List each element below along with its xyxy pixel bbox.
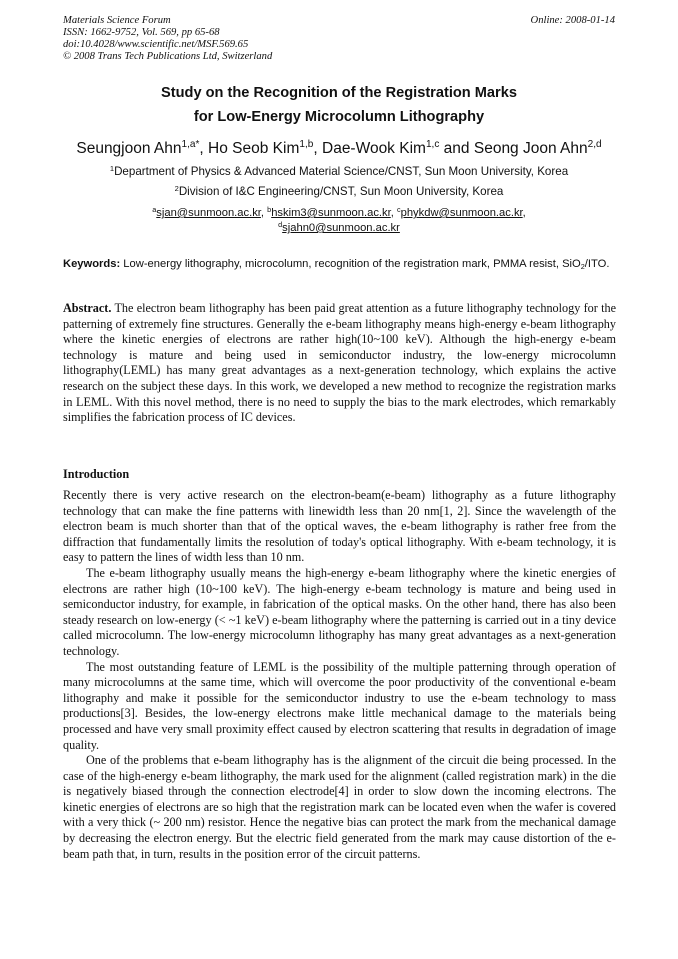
paragraph: One of the problems that e-beam lithography has is the alignment of the circuit die being processed. In the case of the high-energy e-beam lithography, the mark used for the alignment (called registration mark) in the die is negatively biased through the connection electrode[4] in order to slow down the incoming electrons. The kinetic energies of electrons are so high that the registration mark can be located even when the wafer is covered with a very thick (~ 200 nm) resistor. Hence the negative bias can protect the mark from the mechanical damage by decreasing the electron energy. But the electric field generated from the mark may cause distortion of the e-beam path that, in turn, results in the position error of the circuit patterns. bbox=[63, 753, 616, 861]
email-mark: d bbox=[278, 220, 283, 229]
introduction-body bbox=[63, 488, 616, 862]
keywords bbox=[63, 257, 616, 272]
author-name: Seong Joon Ahn bbox=[473, 140, 588, 157]
paragraph: The e-beam lithography usually means the high-energy e-beam lithography where the kinetic energies of electrons are rather high (10~100 keV). The high-energy e-beam technology is mature and being used in semiconductor industry, for example, in fabrication of the optical masks. On the other hand, there has also been steady research on low-energy (< ~1 keV) e-beam lithography where the patterning is carried out in a tiny device called microcolumn. The low-energy microcolumn lithography has many great advantages as a next-generation technology. bbox=[63, 565, 616, 658]
keywords-tail: /ITO. bbox=[584, 258, 610, 270]
author-separator: , bbox=[199, 140, 209, 157]
abstract bbox=[63, 301, 616, 426]
email-separator: , bbox=[390, 207, 397, 219]
affiliation-mark: 1 bbox=[109, 164, 115, 173]
email-link-d[interactable]: sjahn0@sunmoon.ac.kr bbox=[282, 222, 400, 234]
author-affiliation-mark: 1,a* bbox=[181, 139, 200, 150]
affiliation-1 bbox=[40, 164, 638, 180]
journal-copyright: © 2008 Trans Tech Publications Ltd, Switzerland bbox=[63, 51, 273, 62]
author-separator: , bbox=[313, 140, 322, 157]
introduction-heading: Introduction bbox=[63, 467, 130, 481]
affiliation-text: Division of I&C Engineering/CNST, Sun Moon University, Korea bbox=[178, 185, 504, 198]
title-line-2: for Low-Energy Microcolumn Lithography bbox=[193, 109, 485, 125]
author-list bbox=[40, 139, 638, 159]
keywords-subscript: 2 bbox=[580, 262, 585, 271]
paragraph: Recently there is very active research on the electron-beam(e-beam) lithography as a future lithography technology that can make the fine patterns with linewidth less than 20 nm[1, 2]. Since the wavelength of the electron beam is much shorter than that of the optical waves, the e-beam lithography is rather free from the diffraction that fundamentally limits the resolution of today's optical lithography. With e-beam technology, it is easy to pattern the lines of width less than 10 nm. bbox=[63, 488, 616, 565]
author-affiliation-mark: 1,b bbox=[299, 139, 314, 150]
author-separator: and bbox=[439, 140, 474, 157]
email-link-c[interactable]: phykdw@sunmoon.ac.kr bbox=[400, 207, 523, 219]
journal-name: Materials Science Forum bbox=[63, 15, 171, 26]
keywords-label: Keywords: bbox=[63, 258, 121, 270]
author-affiliation-mark: 1,c bbox=[425, 139, 440, 150]
author-name: Dae-Wook Kim bbox=[322, 140, 426, 157]
affiliation-2 bbox=[40, 184, 638, 200]
email-separator: , bbox=[522, 207, 526, 219]
abstract-label: Abstract. bbox=[63, 301, 112, 315]
title-line-1: Study on the Recognition of the Registration Marks bbox=[161, 85, 517, 101]
journal-header bbox=[63, 15, 615, 63]
paragraph: The most outstanding feature of LEML is the possibility of the multiple patterning through operation of many microcolumns at the same time, which will overcome the poor productivity of the conventional e-beam lithography and make it possible for the semiconductor industry to use the e-beam technology to mass productions[3]. Besides, the low-energy electrons make little mechanical damage to the materials being processed and have very small proximity effect caused by electron scattering that results in degradation of image quality. bbox=[63, 659, 616, 752]
author-affiliation-mark: 2,d bbox=[587, 139, 602, 150]
affiliation-text: Department of Physics & Advanced Material Science/CNST, Sun Moon University, Korea bbox=[114, 165, 569, 178]
abstract-text: The electron beam lithography has been paid great attention as a future lithography technology for the patterning of extremely fine structures. Generally the e-beam lithography means high-energy e-beam lithography where the kinetic energies of electrons are rather high(10~100 keV). Although the high-energy e-beam technology is mature and being used in semiconductor industry, the low-energy microcolumn lithography(LEML) has many great advantages as a next-generation technology, which explains the active research on the subject these days. In this work, we developed a new method to recognize the registration marks in LEML. With this novel method, there is no need to supply the bias to the mark electrodes, which remarkably simplifies the fabrication process of IC devices. bbox=[63, 301, 616, 425]
email-mark: c bbox=[396, 205, 401, 214]
email-separator: , bbox=[260, 207, 268, 219]
journal-issn: ISSN: 1662-9752, Vol. 569, pp 65-68 bbox=[63, 27, 220, 38]
author-emails bbox=[63, 206, 615, 236]
email-link-b[interactable]: hskim3@sunmoon.ac.kr bbox=[271, 207, 391, 219]
email-link-a[interactable]: sjan@sunmoon.ac.kr bbox=[156, 207, 261, 219]
author-name: Seungjoon Ahn bbox=[76, 140, 182, 157]
keywords-text: Low-energy lithography, microcolumn, recognition of the registration mark, PMMA resist, SiO bbox=[120, 258, 581, 270]
email-line-2 bbox=[63, 221, 615, 236]
email-line-1 bbox=[63, 206, 615, 221]
email-mark: b bbox=[267, 205, 272, 214]
paper-title bbox=[63, 81, 615, 129]
email-mark: a bbox=[152, 205, 157, 214]
affiliation-mark: 2 bbox=[174, 184, 179, 193]
journal-doi: doi:10.4028/www.scientific.net/MSF.569.65 bbox=[63, 39, 249, 50]
author-name: Ho Seob Kim bbox=[208, 140, 300, 157]
online-date: Online: 2008-01-14 bbox=[530, 15, 615, 26]
